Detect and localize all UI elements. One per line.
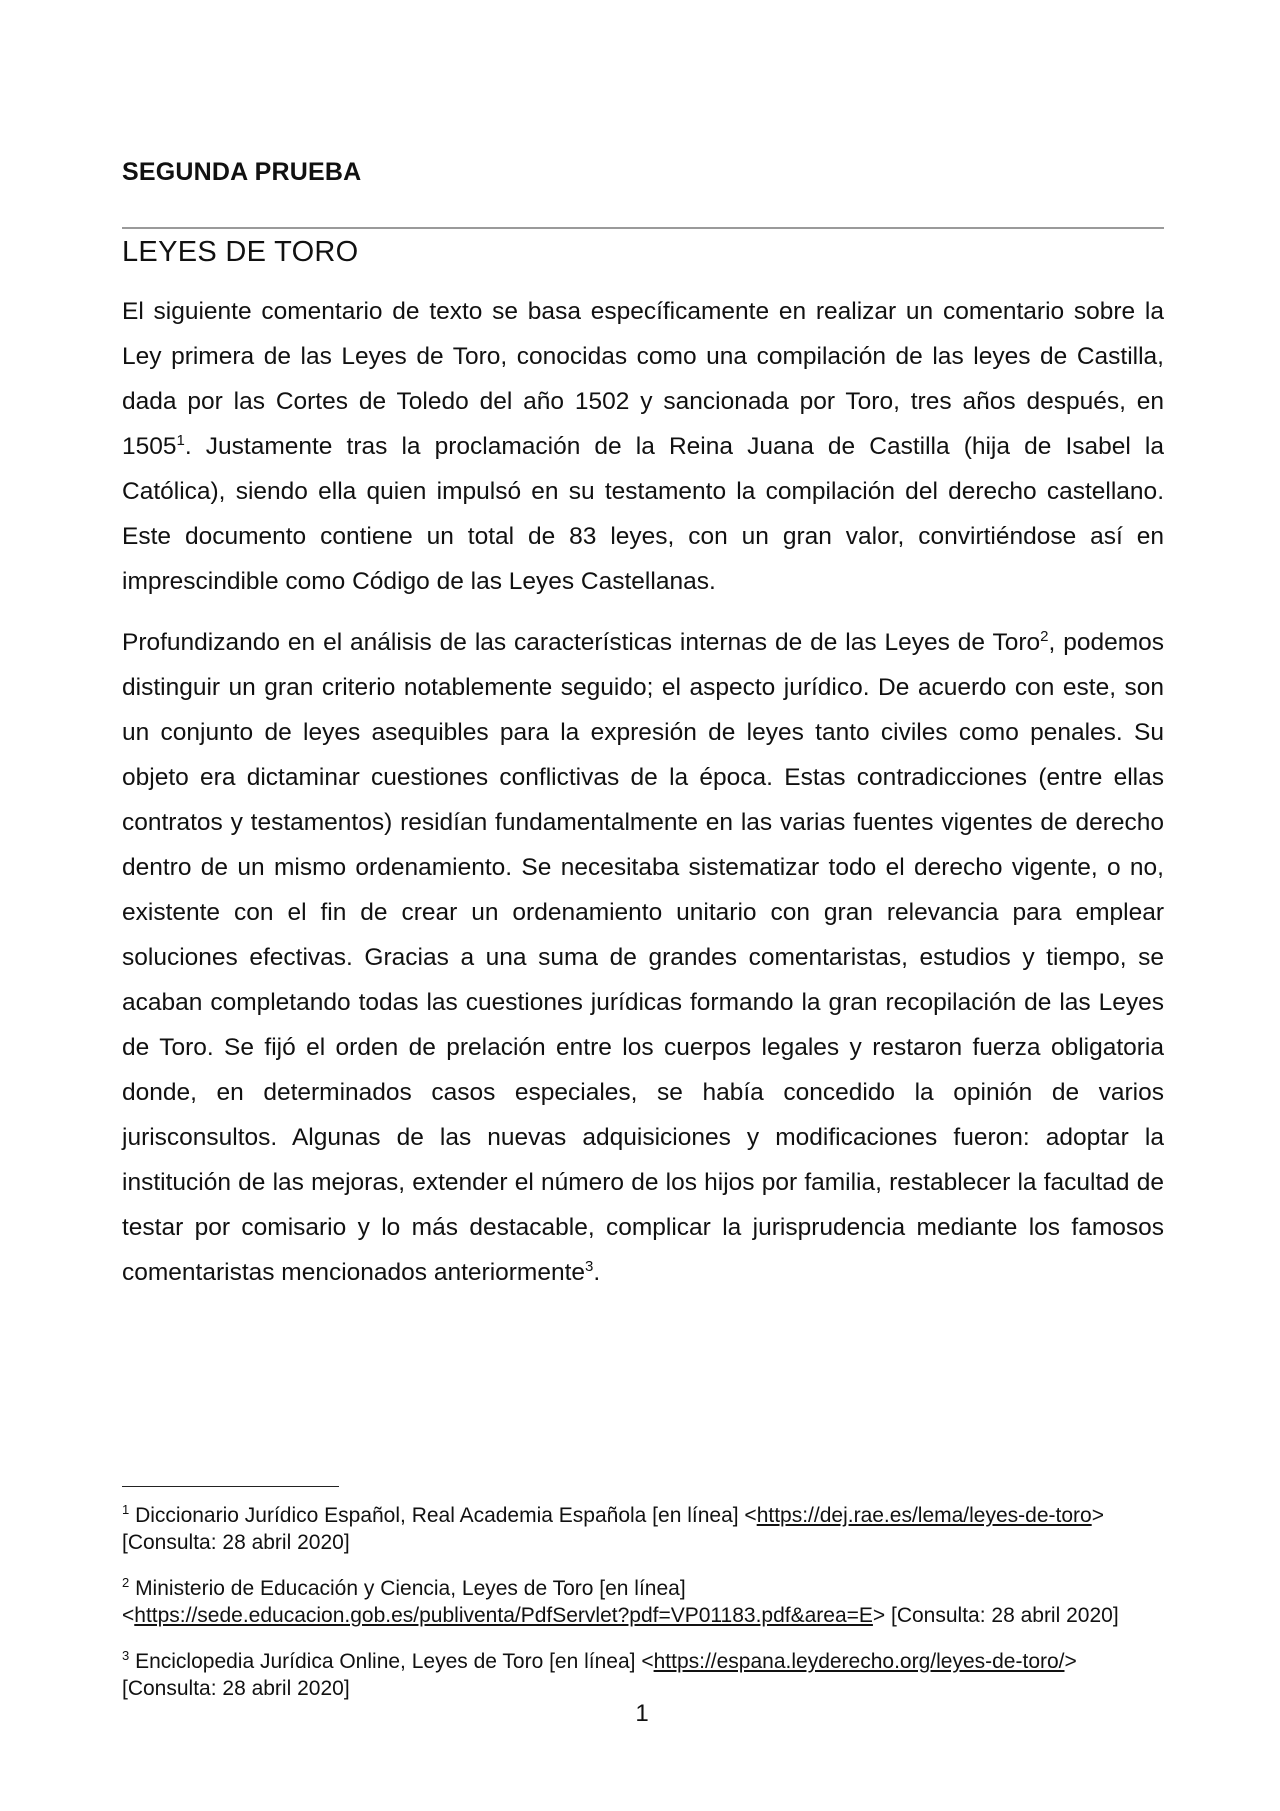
footnote-number: 1 [122,1502,130,1517]
paragraph-2 [122,620,1164,1295]
footnote-number: 3 [122,1648,130,1663]
paragraph-1 [122,289,1164,604]
footnote-text: Diccionario Jurídico Español, Real Academia Española [en línea] < [129,1504,757,1527]
footnote-consulta: > [Consulta: 28 abril 2020] [872,1604,1119,1627]
paragraph-2-text-a: Profundizando en el análisis de las características internas de de las Leyes de Toro [122,629,1041,656]
footnote-link[interactable]: https://dej.rae.es/lema/leyes-de-toro [756,1504,1092,1527]
paragraph-2-text-b: , podemos distinguir un gran criterio notablemente seguido; el aspecto jurídico. De acuerdo con este, son un conjunto de leyes asequibles para la expresión de leyes tanto civiles como penales. Su objeto era dictaminar cuestiones conflictivas de la época. Estas contradicciones (entre ellas contratos y testamentos) residían fundamentalmente en las varias fuentes vigentes de derecho dentro de un mismo ordenamiento. Se necesitaba sistematizar todo el derecho vigente, o no, existente con el fin de crear un ordenamiento unitario con gran relevancia para emplear soluciones efectivas. Gracias a una suma de grandes comentaristas, estudios y tiempo, se acaban completando todas las cuestiones jurídicas formando la gran recopilación de las Leyes de Toro. Se fijó el orden de prelación entre los cuerpos legales y restaron fuerza obligatoria donde, en determinados casos especiales, se había concedido la opinión de varios jurisconsultos. Algunas de las nuevas adquisiciones y modificaciones fueron: adoptar la institución de las mejoras, extender el número de los hijos por familia, restablecer la facultad de testar por comisario y lo más destacable, complicar la jurisprudencia mediante los famosos comentaristas mencionados anteriormente [122,629,1165,1286]
footnote-link[interactable]: https://sede.educacion.gob.es/publiventa/PdfServlet?pdf=VP01183.pdf&area=E [134,1604,873,1627]
footnote-text: Enciclopedia Jurídica Online, Leyes de Toro [en línea] < [129,1650,654,1673]
paragraph-2-text-c: . [593,1259,601,1286]
footnote-ref-3[interactable]: 3 [585,1257,594,1275]
footnote-link[interactable]: https://espana.leyderecho.org/leyes-de-toro/ [653,1650,1065,1673]
footnote-2 [122,1575,1164,1629]
footnote-text: Ministerio de Educación y Ciencia, Leyes de Toro [en línea] < [122,1577,686,1627]
footnote-consulta: > [Consulta: 28 abril 2020] [122,1504,1104,1554]
footnote-separator [122,1486,339,1487]
paragraph-1-text-a: El siguiente comentario de texto se basa específicamente en realizar un comentario sobre la Ley primera de las Leyes de Toro, conocidas como una compilación de las leyes de Castilla, dada por las Cortes de Toledo del año 1502 y sancionada por Toro, tres años después, en 1505 [122,298,1164,460]
paragraph-1-text-b: . Justamente tras la proclamación de la Reina Juana de Castilla (hija de Isabel la Católica), siendo ella quien impulsó en su testamento la compilación del derecho castellano. Este documento contiene un total de 83 leyes, con un gran valor, convirtiéndose así en imprescindible como Código de las Leyes Castellanas. [122,433,1164,595]
footnote-3 [122,1648,1164,1702]
section-label: SEGUNDA PRUEBA [122,158,362,186]
footnote-consulta: > [Consulta: 28 abril 2020] [122,1650,1077,1700]
page-title: LEYES DE TORO [122,236,359,268]
footnote-ref-1[interactable]: 1 [176,431,185,449]
footnote-number: 2 [122,1575,130,1590]
title-divider [122,227,1164,229]
footnote-1 [122,1502,1164,1556]
page-number: 1 [635,1700,649,1727]
footnote-ref-2[interactable]: 2 [1040,627,1049,645]
